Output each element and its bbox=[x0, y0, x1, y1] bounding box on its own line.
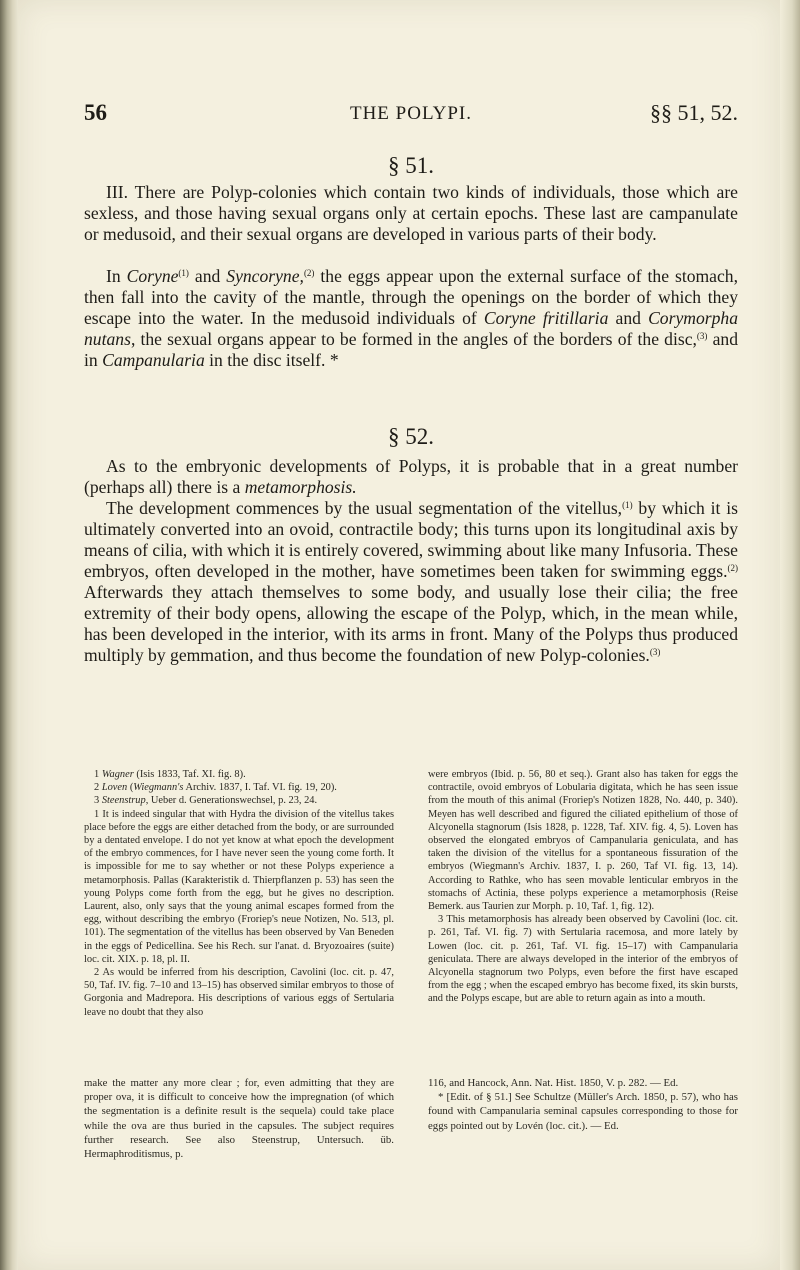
footnote-ref: (3) bbox=[649, 647, 661, 657]
running-title: THE POLYPI. bbox=[349, 103, 473, 124]
text-run: by which it is ultimately converted into an ovoid, contractile body; this turns upon its longitudinal axis by means of cilia, with which it is entirely covered, swimming about like many Infusoria. These embryos, often developed in the mother, have sometimes been taken for swimming eggs. bbox=[84, 498, 738, 581]
paragraph-text: III. There are Polyp-colonies which contain two kinds of individuals, those which are sexless, and those having sexual organs only at certain epochs. These last are campanulate or medusoid, and their sexual organs are developed in various parts of their body. bbox=[84, 182, 738, 244]
footnotes-bottom-right bbox=[428, 1076, 738, 1133]
footnote: 1 It is indeed singular that with Hydra the division of the vitellus takes place before the eggs are either detached from the body, or are surrounded by a dentated envelope. I do not yet know at what epoch the development of the embryo commences, for I have never seen the young come forth. It is impossible for me to say whether or not these Polyps experience a metamorphosis. Pallas (Karakteristik d. Thierpflanzen p. 53) has seen the young Polyps come forth from the egg, but he gives no description. Laurent, also, only says that the young animal escapes formed from the egg, without describing the embryo (Froriep's neue Notizen, No. 513, pl. 101). The segmentation of the vitellus has been observed by Van Beneden in the eggs of Pedicellina. See his Rech. sur l'anat. d. Bryozoaires (suite) loc. cit. XIX. p. 18, pl. II. bbox=[84, 808, 394, 965]
paragraph-52-2 bbox=[84, 498, 738, 666]
taxon-name: Coryne fritillaria bbox=[483, 308, 609, 328]
page-number: 56 bbox=[84, 100, 107, 125]
book-spine-shadow bbox=[0, 0, 18, 1270]
taxon-name: Campanularia bbox=[102, 350, 205, 370]
emphasis: metamorphosis. bbox=[244, 477, 357, 497]
text-run: and in bbox=[84, 329, 738, 370]
paragraph-52-1 bbox=[84, 456, 738, 498]
text-run: In bbox=[106, 266, 127, 286]
footnote-ref: (3) bbox=[696, 331, 708, 341]
section-reference: §§ 51, 52. bbox=[650, 100, 738, 125]
footnotes-left-column bbox=[84, 768, 394, 1019]
taxon-name: Coryne bbox=[126, 266, 179, 286]
footnote: 2 Loven (Wiegmann's Archiv. 1837, I. Taf. VI. fig. 19, 20). bbox=[94, 782, 337, 794]
text-run: The development commences by the usual segmentation of the vitellus, bbox=[106, 498, 623, 518]
text-run: Afterwards they attach themselves to some body, and usually lose their cilia; the free extremity of their body opens, allowing the escape of the Polyp, which, in the mean while, has been developed in the interior, with its arms in front. Many of the Polyps thus produced multiply by gemmation, and thus become the foundation of new Polyp-colonies. bbox=[84, 582, 738, 665]
taxon-name: Syncoryne, bbox=[226, 266, 304, 286]
text-run: in the disc itself. * bbox=[204, 350, 339, 370]
section-heading-52: § 52. bbox=[388, 424, 434, 449]
footnote-continued: make the matter any more clear ; for, even admitting that they are proper ova, it is difficult to conceive how the impregnation (of which the segmentation is a definite result is the sequela) could take place while the ova are thus buried in the capsules. The subject requires further research. See also Steenstrup, Untersuch. üb. Hermaphroditismus, p. bbox=[84, 1077, 394, 1161]
section-heading-51: § 51. bbox=[388, 153, 434, 178]
footnotes-right-column bbox=[428, 768, 738, 1006]
footnote-continued: 116, and Hancock, Ann. Nat. Hist. 1850, V. p. 282. — Ed. bbox=[428, 1077, 679, 1089]
footnotes-bottom-left bbox=[84, 1076, 394, 1161]
footnote-ref: (2) bbox=[303, 268, 315, 278]
text-run: the eggs appear upon the external surface of the stomach, then fall into the cavity of the mantle, through the openings on the border of which they escape into the water. In the medusoid individuals of bbox=[84, 266, 738, 328]
footnote: 1 Wagner (Isis 1833, Taf. XI. fig. 8). bbox=[94, 769, 246, 780]
running-head bbox=[84, 100, 738, 128]
footnote: 3 This metamorphosis has already been observed by Cavolini (loc. cit. p. 261, Taf. VI. fig. 7) with Sertularia racemosa, and more lately by Lowen (loc. cit. p. 261, Taf. VI. fig. 15–17) with Campanularia geniculata. There are always developed in the interior of the embryos of Alcyonella stagnorum two Polyps, even before the first have escaped from the egg ; when the escaped embryo has become fixed, its skin bursts, and the Polyps escape, but are able to return again as into a mouth. bbox=[428, 914, 738, 1005]
taxon-name: Corymorpha nutans bbox=[84, 308, 738, 349]
footnote: 2 As would be inferred from his description, Cavolini (loc. cit. p. 47, 50, Taf. IV. fig. 7–10 and 13–15) has observed similar embryos to those of Gorgonia and Madrepora. His descriptions of various eggs of Sertularia leave no doubt that they also bbox=[84, 967, 394, 1018]
editor-note: * [Edit. of § 51.] See Schultze (Müller's Arch. 1850, p. 57), who has found with Campanularia seminal capsules corresponding to those for eggs pointed out by Lovén (loc. cit.). — Ed. bbox=[428, 1091, 738, 1132]
text-run: and bbox=[188, 266, 227, 286]
footnote-ref: (2) bbox=[727, 563, 738, 573]
paragraph-51-2 bbox=[84, 266, 738, 371]
paragraph-51-1 bbox=[84, 182, 738, 245]
footnote-continued: were embryos (Ibid. p. 56, 80 et seq.). Grant also has taken for eggs the contractile, ovoid embryos of Lobularia digitata, which he has seen issue from the mouth of this animal (Froriep's Notizen 1828, No. 440, p. 340). Meyen has well described and figured the ciliated epithelium of those of Alcyonella stagnorum (Isis 1828, p. 1228, Taf. XIV. fig. 4, 5). Loven has observed the elongated embryos of Campanularia geniculata, and has taken the division of the vitellus for a spontaneous fissuration of the embryos (Wiegmann's Archiv. 1837, I. p. 260, Taf VI. fig. 13, 14). According to Rathke, who has seen movable lenticular embryos in the stomachs of Actinia, these polyps experience a metamorphosis (Reise Bemerk. aus Taurien zur Morph. p. 10, Taf. 1, fig. 12). bbox=[428, 769, 738, 913]
text-run: As to the embryonic developments of Polyps, it is probable that in a great number (perhaps all) there is a bbox=[84, 456, 738, 497]
text-run: and bbox=[608, 308, 649, 328]
footnote: 3 Steenstrup, Ueber d. Generationswechsel, p. 23, 24. bbox=[94, 795, 318, 807]
footnote-ref: (1) bbox=[178, 268, 189, 278]
footnote-ref: (1) bbox=[622, 500, 633, 510]
text-run: , the sexual organs appear to be formed in the angles of the borders of the disc, bbox=[130, 329, 697, 349]
page-edge bbox=[780, 0, 800, 1270]
